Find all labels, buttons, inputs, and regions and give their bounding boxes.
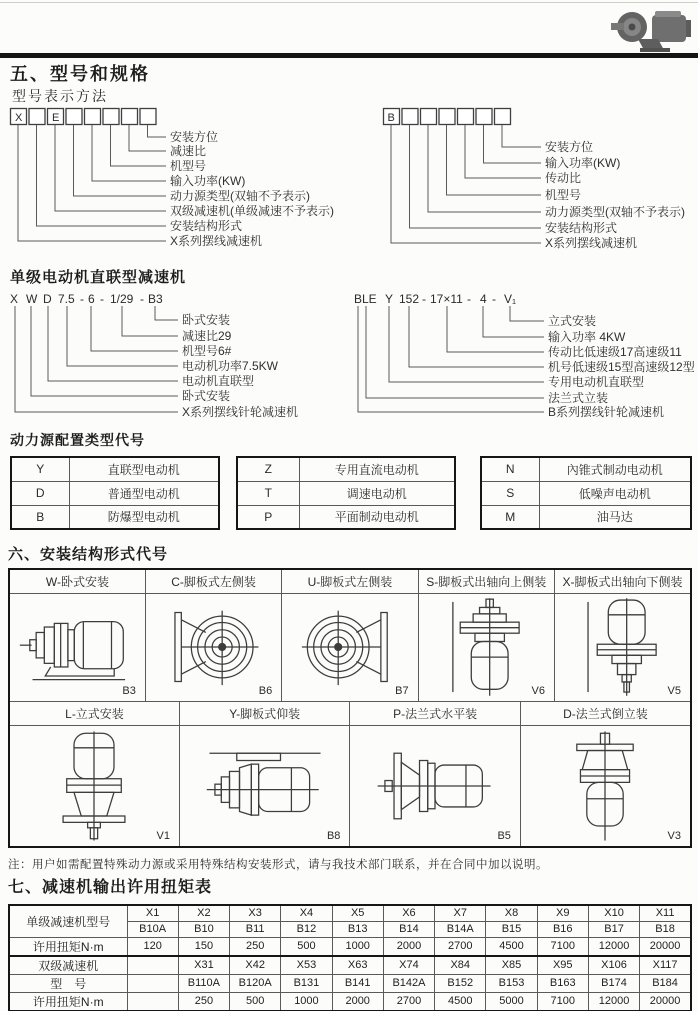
code-token: - — [422, 292, 426, 306]
table-row — [9, 725, 691, 847]
power-code: P — [237, 505, 299, 529]
code-token: - — [140, 292, 144, 306]
table-row — [481, 457, 691, 481]
cell: 1000 — [332, 937, 383, 956]
cell: 2700 — [383, 992, 434, 1011]
table-row — [237, 481, 455, 505]
fan-label: 双级减速机(单级减速不予表示) — [170, 204, 334, 218]
power-code: Z — [237, 457, 299, 481]
mount-code: V3 — [667, 830, 681, 842]
ble-example-diagram — [352, 266, 698, 426]
cell: X74 — [383, 956, 434, 975]
table-row — [9, 701, 691, 725]
cell: B110A — [178, 974, 229, 992]
cell: B153 — [486, 974, 537, 992]
cell: X11 — [640, 905, 691, 921]
mount-code: B8 — [326, 830, 341, 842]
cell: 250 — [178, 992, 229, 1011]
power-code: B — [11, 505, 69, 529]
row-label-model: 型 号 — [9, 974, 127, 992]
cell: B12 — [281, 921, 332, 937]
cell: 12000 — [588, 992, 639, 1011]
cell: X85 — [486, 956, 537, 975]
cell: 1000 — [281, 992, 332, 1011]
cell: 4500 — [435, 992, 486, 1011]
cell: B11 — [230, 921, 281, 937]
cell: B10A — [127, 921, 178, 937]
fan-label: 安装结构形式 — [170, 219, 243, 233]
cell: X106 — [588, 956, 639, 975]
table-row — [481, 481, 691, 505]
cell: 7100 — [537, 937, 588, 956]
cell: X3 — [230, 905, 281, 921]
table-row — [9, 569, 691, 593]
footnote: 注：用户如需配置特殊动力源或采用特殊结构安装形式，请与我技术部门联系，并在合同中加以说明。 — [8, 859, 548, 871]
fan-label: 机型号 — [545, 188, 582, 202]
cell: 2000 — [332, 992, 383, 1011]
power-desc: 普通型电动机 — [69, 481, 219, 505]
code-token: Y — [385, 292, 394, 306]
fan-label: 立式安装 — [548, 314, 597, 328]
cell: 2700 — [435, 937, 486, 956]
fan-label: 机型号 — [170, 159, 207, 173]
box-letter: X — [15, 112, 23, 124]
fan-label: 输入功率 4KW — [548, 330, 626, 344]
cell: B131 — [281, 974, 332, 992]
fan-label: 安装结构形式 — [545, 221, 618, 235]
cell: X95 — [537, 956, 588, 975]
power-code: S — [481, 481, 539, 505]
cell: X7 — [435, 905, 486, 921]
drawing-v5-shaft-down-side-mount — [577, 596, 669, 698]
power-source-table-2 — [236, 456, 456, 530]
table-row — [9, 905, 691, 921]
cell: X5 — [332, 905, 383, 921]
header-divider-bar — [0, 53, 698, 58]
power-desc: 防爆型电动机 — [69, 505, 219, 529]
box-letter: E — [52, 112, 60, 124]
cell: B141 — [332, 974, 383, 992]
table-row — [481, 505, 691, 529]
xwd-example-diagram — [10, 266, 355, 426]
fan-label: 卧式安装 — [182, 389, 231, 403]
drawing-b3-horizontal-mount — [18, 604, 136, 690]
cell: X9 — [537, 905, 588, 921]
code-token: 152 — [399, 292, 420, 306]
fan-label: X系列摆线减速机 — [170, 234, 263, 248]
mount-code: B7 — [395, 684, 409, 697]
fan-label: 减速比 — [170, 144, 207, 158]
mount-header: X-脚板式出轴向下侧装 — [555, 569, 692, 593]
code-token: 1/29 — [110, 292, 134, 306]
drawing-v3-flange-inverted — [555, 728, 655, 844]
table-row — [9, 593, 691, 701]
cell: B174 — [588, 974, 639, 992]
table-row — [11, 481, 219, 505]
code-token: 7.5 — [58, 292, 75, 306]
code-token: - — [100, 292, 104, 306]
cell: B120A — [230, 974, 281, 992]
mount-structure-table — [8, 568, 692, 848]
cell: X42 — [230, 956, 281, 975]
cell: 5000 — [486, 992, 537, 1011]
power-code: Y — [11, 457, 69, 481]
cell: 120 — [127, 937, 178, 956]
mount-code: B5 — [497, 830, 511, 842]
code-token: V₁ — [504, 292, 517, 306]
drawing-b8-ceiling-mount — [204, 742, 326, 830]
power-desc: 调速电动机 — [299, 481, 455, 505]
cell: X8 — [486, 905, 537, 921]
drawing-v6-shaft-up-side-mount — [440, 596, 532, 698]
cell: X6 — [383, 905, 434, 921]
mount-code: B6 — [258, 684, 273, 697]
cell: X4 — [281, 905, 332, 921]
fan-label: X系列摆线减速机 — [545, 236, 638, 250]
mount-code: B3 — [122, 684, 136, 697]
mount-header: P-法兰式水平装 — [350, 701, 520, 725]
row-label-single-model: 单级减速机型号 — [9, 905, 127, 937]
section5-subtitle: 型号表示方法 — [12, 88, 108, 104]
fan-label: 电动机功率7.5KW — [182, 359, 279, 373]
cell: X2 — [178, 905, 229, 921]
fan-label: 安装方位 — [545, 140, 594, 154]
top-hairline — [0, 2, 698, 3]
mount-header: Y-脚板式仰装 — [179, 701, 349, 725]
cell: X84 — [435, 956, 486, 975]
mount-header: D-法兰式倒立装 — [520, 701, 691, 725]
power-desc: 內锥式制动电动机 — [539, 457, 691, 481]
section6-title: 六、安装结构形式代号 — [8, 546, 169, 563]
mount-header: U-脚板式左侧装 — [282, 569, 418, 593]
table-row — [11, 505, 219, 529]
cell: 12000 — [588, 937, 639, 956]
cell: 4500 — [486, 937, 537, 956]
section7-title: 七、减速机输出许用扭矩表 — [8, 879, 213, 896]
code-token: W — [26, 292, 38, 306]
power-code: M — [481, 505, 539, 529]
table-row — [11, 457, 219, 481]
section5-title: 五、型号和规格 — [10, 64, 150, 84]
model-code-boxes-b — [383, 108, 698, 253]
mount-header: L-立式安装 — [9, 701, 179, 725]
drawing-b6-front-view — [155, 604, 273, 690]
cell: B17 — [588, 921, 639, 937]
cell: 500 — [230, 992, 281, 1011]
fan-label: 机号低速级15型高速级12型 — [548, 360, 695, 374]
fan-label: X系列摆线针轮减速机 — [182, 405, 299, 419]
table-row — [237, 505, 455, 529]
cell: 250 — [230, 937, 281, 956]
cell: B18 — [640, 921, 691, 937]
fan-label: 传动比低速级17高速级11 — [548, 345, 682, 359]
code-token: - — [80, 292, 84, 306]
fan-label: 电动机直联型 — [182, 374, 255, 388]
fan-label: B系列摆线针轮减速机 — [548, 405, 665, 419]
cell: B15 — [486, 921, 537, 937]
cell: 500 — [281, 937, 332, 956]
cell: 20000 — [640, 937, 691, 956]
mount-code: V6 — [531, 684, 545, 697]
power-code: D — [11, 481, 69, 505]
code-token: - — [492, 292, 496, 306]
mount-code: V1 — [156, 830, 170, 842]
table-row — [9, 992, 691, 1011]
power-code: N — [481, 457, 539, 481]
cell: X10 — [588, 905, 639, 921]
fan-label: 机型号6# — [182, 344, 232, 358]
drawing-v1-vertical-mount — [44, 728, 144, 844]
single-stage-title: 单级电动机直联型减速机 — [10, 269, 187, 286]
drawing-b5-flange-horizontal — [374, 742, 496, 830]
cell: 7100 — [537, 992, 588, 1011]
drawing-b7-front-view — [291, 604, 409, 690]
code-token: - — [467, 292, 471, 306]
code-token: X — [10, 292, 19, 306]
power-desc: 直联型电动机 — [69, 457, 219, 481]
cell: B142A — [383, 974, 434, 992]
code-token: 17×11 — [430, 292, 463, 306]
fan-label: 法兰式立装 — [548, 391, 609, 405]
fan-label: 动力源类型(双轴不予表示) — [170, 189, 310, 203]
row-label-double-reducer: 双级减速机 — [9, 956, 127, 975]
cell: 150 — [178, 937, 229, 956]
cell: 2000 — [383, 937, 434, 956]
power-desc: 平面制动电动机 — [299, 505, 455, 529]
cell: X63 — [332, 956, 383, 975]
table-row — [9, 937, 691, 956]
fan-label: 输入功率(KW) — [170, 174, 246, 188]
cell: B14 — [383, 921, 434, 937]
cell: B14A — [435, 921, 486, 937]
table-row — [237, 457, 455, 481]
cell: B152 — [435, 974, 486, 992]
cell: B10 — [178, 921, 229, 937]
mount-header: C-脚板式左侧装 — [145, 569, 281, 593]
cell — [127, 974, 178, 992]
power-desc: 低噪声电动机 — [539, 481, 691, 505]
fan-label: 传动比 — [545, 171, 582, 185]
code-token: D — [43, 292, 52, 306]
power-source-title: 动力源配置类型代号 — [10, 432, 145, 448]
fan-label: 输入功率(KW) — [545, 156, 621, 170]
cell: 20000 — [640, 992, 691, 1011]
cell: B16 — [537, 921, 588, 937]
mount-header: S-脚板式出轴向上侧装 — [418, 569, 554, 593]
code-token: BLE — [354, 292, 377, 306]
row-label-torque-double: 许用扭矩N·m — [9, 992, 127, 1011]
table-row — [9, 974, 691, 992]
code-token: B3 — [148, 292, 163, 306]
fan-label: 减速比29 — [182, 329, 232, 343]
power-desc: 油马达 — [539, 505, 691, 529]
power-source-table-1 — [10, 456, 220, 530]
cell: X1 — [127, 905, 178, 921]
fan-label: 专用电动机直联型 — [548, 375, 645, 389]
model-code-diagram-x — [10, 108, 358, 253]
code-token: 6 — [88, 292, 95, 306]
fan-label: 动力源类型(双轴不予表示) — [545, 205, 685, 219]
mount-header: W-卧式安装 — [9, 569, 145, 593]
cell: B163 — [537, 974, 588, 992]
row-label-torque-single: 许用扭矩N·m — [9, 937, 127, 956]
fan-label: 安装方位 — [170, 130, 219, 144]
cell: X53 — [281, 956, 332, 975]
cell: X31 — [178, 956, 229, 975]
power-desc: 专用直流电动机 — [299, 457, 455, 481]
power-source-table-3 — [480, 456, 692, 530]
fan-label: 卧式安装 — [182, 313, 231, 327]
cell: B184 — [640, 974, 691, 992]
cell: B13 — [332, 921, 383, 937]
cell — [127, 956, 178, 975]
table-row — [9, 956, 691, 975]
cell — [127, 992, 178, 1011]
gearmotor-photo — [602, 6, 694, 52]
model-code-diagram-b — [383, 108, 698, 253]
box-letter: B — [387, 112, 395, 124]
mount-code: V5 — [667, 684, 681, 697]
cell: X117 — [640, 956, 691, 975]
power-code: T — [237, 481, 299, 505]
torque-table — [8, 904, 692, 1011]
code-token: 4 — [480, 292, 487, 306]
